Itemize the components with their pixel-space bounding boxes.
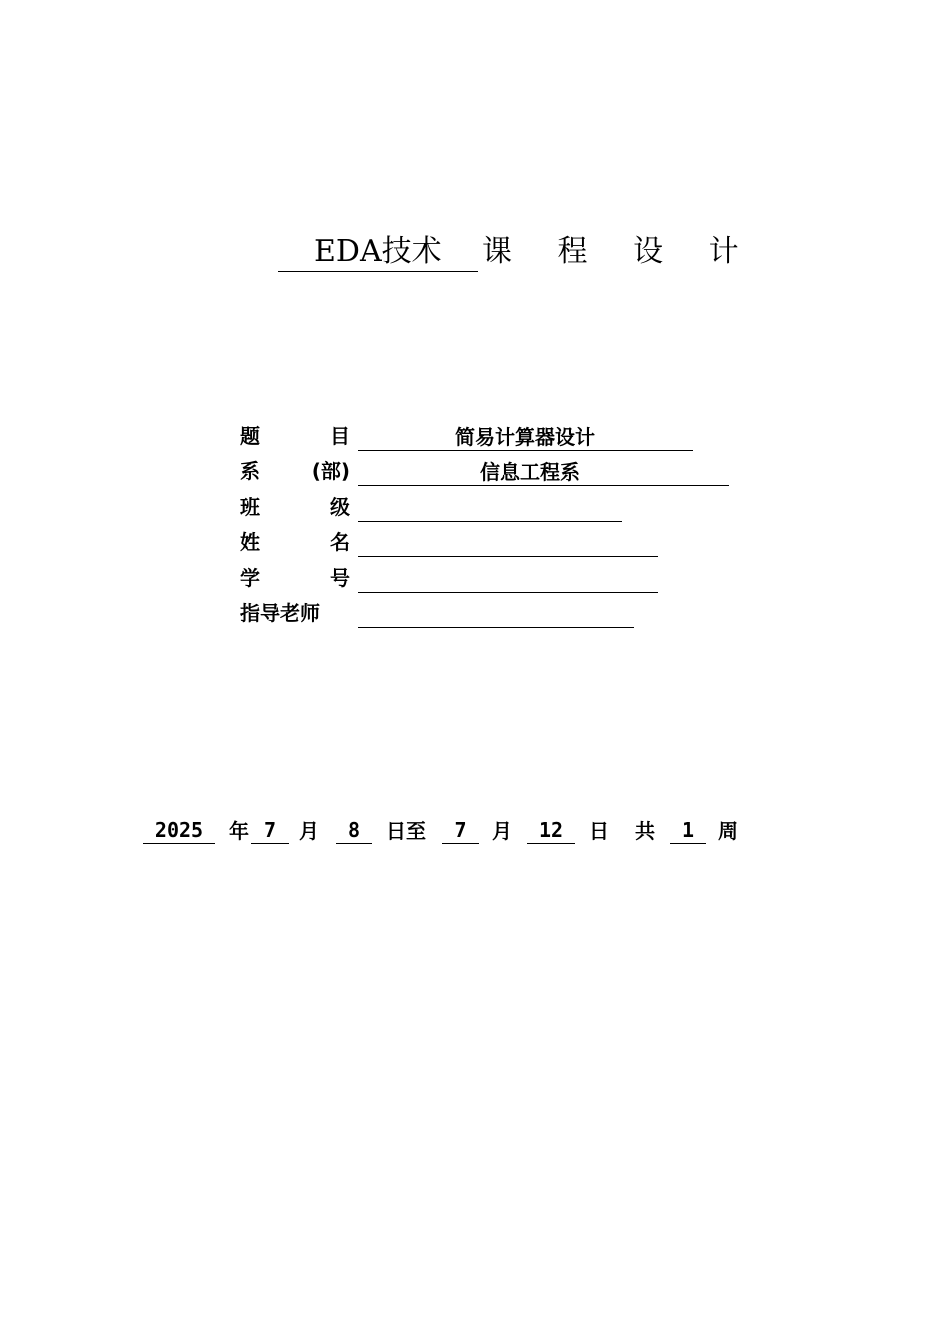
name-label	[240, 527, 350, 559]
year-unit: 年	[229, 819, 249, 843]
department-label-char-1: 系	[240, 459, 260, 483]
weeks-field[interactable]: 1	[670, 815, 706, 844]
name-field[interactable]	[358, 528, 658, 557]
course-title-suffix: 课 程 设 计	[482, 234, 757, 269]
course-title	[278, 228, 757, 272]
class-label	[240, 492, 350, 524]
start-month-unit: 月	[299, 819, 319, 843]
course-subject: EDA技术	[314, 234, 442, 269]
start-day-field[interactable]: 8	[336, 815, 372, 844]
topic-value: 简易计算器设计	[455, 424, 595, 449]
form-row-student-id	[240, 559, 350, 595]
total-label: 共	[635, 819, 655, 843]
year-field[interactable]: 2025	[143, 815, 215, 844]
form-row-name	[240, 524, 350, 560]
end-month-field[interactable]: 7	[442, 815, 479, 844]
week-unit: 周	[718, 819, 738, 843]
department-value: 信息工程系	[480, 460, 580, 484]
class-label-char-2: 级	[330, 494, 350, 519]
advisor-label	[240, 598, 350, 630]
topic-label-char-2: 目	[330, 423, 350, 448]
student-id-label-char-1: 学	[240, 565, 260, 590]
form-row-topic	[240, 417, 595, 453]
form-row-advisor	[240, 595, 350, 631]
advisor-label-text: 指导老师	[240, 601, 320, 625]
department-label-char-2: (部)	[311, 459, 350, 483]
advisor-field[interactable]	[358, 599, 634, 628]
topic-label	[240, 421, 350, 453]
student-id-label-char-2: 号	[330, 565, 350, 590]
name-label-char-2: 名	[330, 530, 350, 554]
department-label	[240, 456, 350, 488]
end-day-unit: 日	[589, 819, 609, 843]
course-subject-blank	[278, 231, 478, 272]
class-label-char-1: 班	[240, 494, 260, 519]
end-month-unit: 月	[492, 819, 512, 843]
end-day-field[interactable]: 12	[527, 815, 575, 844]
class-field[interactable]	[358, 493, 622, 522]
day-to-text: 日至	[386, 819, 426, 843]
info-form	[240, 417, 595, 630]
start-month-field[interactable]: 7	[251, 815, 289, 844]
student-id-label	[240, 563, 350, 595]
name-label-char-1: 姓	[240, 530, 260, 554]
form-row-class	[240, 488, 350, 524]
topic-label-char-1: 题	[240, 423, 260, 448]
form-row-department	[240, 453, 580, 489]
student-id-field[interactable]	[358, 564, 658, 593]
